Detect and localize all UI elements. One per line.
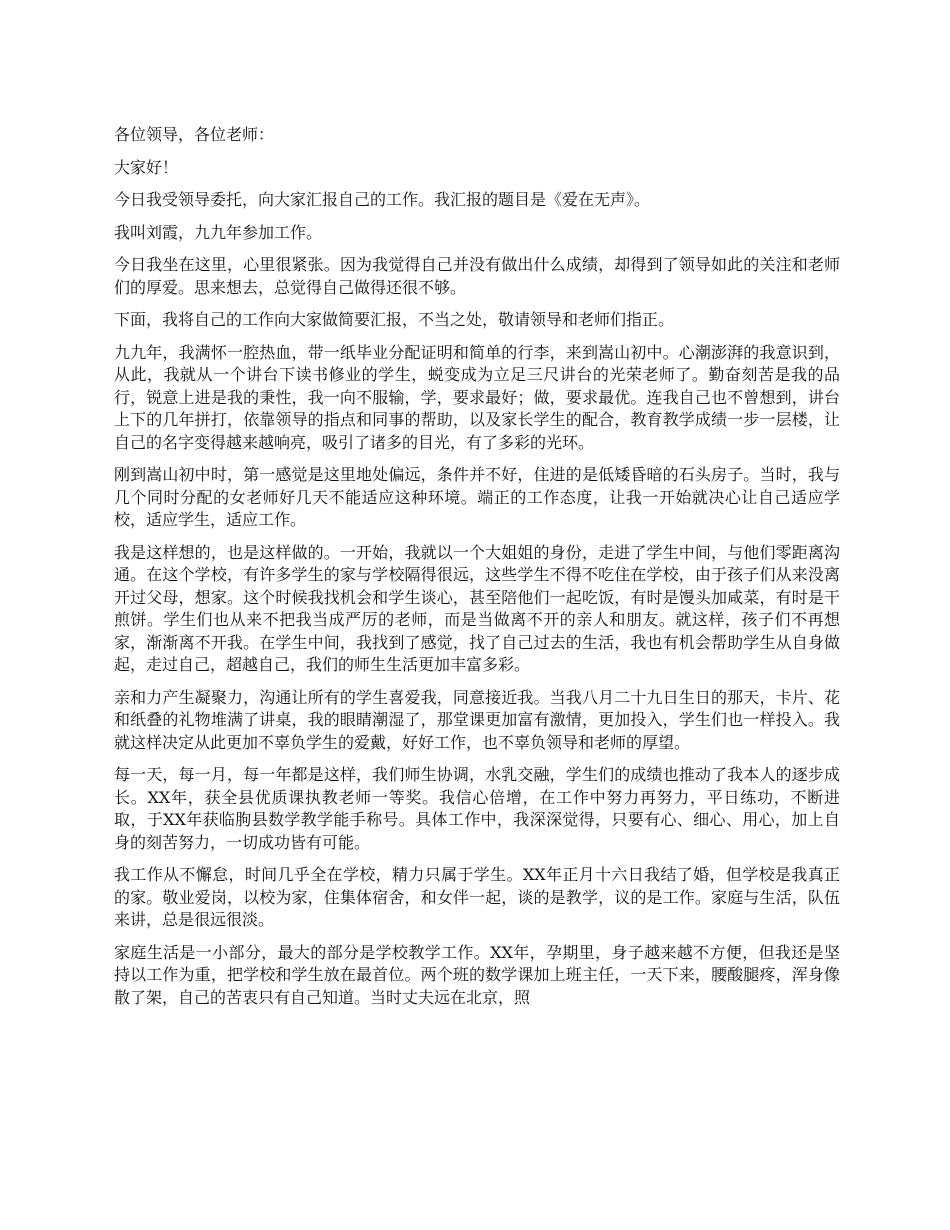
- paragraph: 下面，我将自己的工作向大家做简要汇报，不当之处，敬请领导和老师们指正。: [114, 310, 675, 329]
- paragraph: 刚到嵩山初中时，第一感觉是这里地处偏远，条件并不好，住进的是低矮昏暗的石头房子。当时，我与几个同时分配的女老师好几天不能适应这种环境。端正的工作态度，让我一开始就决心让自己适应学校，适应学生，适应工作。: [114, 465, 840, 529]
- paragraph: 家庭生活是一小部分，最大的部分是学校教学工作。XX年，孕期里，身子越来越不方便，但我还是坚持以工作为重，把学校和学生放在最首位。两个班的数学课加上班主任，一天下来，腰酸腿疼，浑身像散了架，自己的苦衷只有自己知道。当时丈夫远在北京，照: [114, 942, 840, 1007]
- paragraph: 今日我坐在这里，心里很紧张。因为我觉得自己并没有做出什么成绩，却得到了领导如此的关注和老师们的厚爱。思来想去，总觉得自己做得还很不够。: [114, 255, 840, 297]
- paragraph-intro: 我叫刘霞，九九年参加工作。: [114, 222, 323, 242]
- paragraph: 九九年，我满怀一腔热血，带一纸毕业分配证明和简单的行李，来到嵩山初中。心潮澎湃的我意识到，从此，我就从一个讲台下读书修业的学生，蜕变成为立足三尺讲台的光荣老师了。勤奋刻苦是我的品行，锐意上进是我的秉性，我一向不服输，学，要求最好；做，要求最优。连我自己也不曾想到，讲台上下的几年拼打，依靠领导的指点和同事的帮助，以及家长学生的配合，教育教学成绩一步一层楼，让自己的名字变得越来越响亮，吸引了诸多的目光，有了多彩的光环。: [114, 342, 840, 452]
- salutation: 各位领导，各位老师：: [114, 125, 275, 144]
- paragraph: 亲和力产生凝聚力，沟通让所有的学生喜爱我，同意接近我。当我八月二十九日生日的那天，卡片、花和纸叠的礼物堆满了讲桌，我的眼睛潮湿了，那堂课更加富有激情，更加投入，学生们也一样投入。我就这样决定从此更加不辜负学生的爱戴，好好工作，也不辜负领导和老师的厚望。: [114, 687, 840, 752]
- document-body: [114, 124, 840, 1019]
- paragraph-topic: 今日我受领导委托，向大家汇报自己的工作。我汇报的题目是《爱在无声》。: [114, 190, 651, 209]
- greeting: 大家好！: [114, 157, 179, 177]
- paragraph: 每一天，每一月，每一年都是这样，我们师生协调，水乳交融，学生们的成绩也推动了我本人的逐步成长。XX年，获全县优质课执教老师一等奖。我信心倍增，在工作中努力再努力，平日练功，不断进取，于XX年获临朐县数学教学能手称号。具体工作中，我深深觉得，只要有心、细心、用心，加上自身的刻苦努力，一切成功皆有可能。: [114, 765, 840, 852]
- paragraph: 我是这样想的，也是这样做的。一开始，我就以一个大姐姐的身份，走进了学生中间，与他们零距离沟通。在这个学校，有许多学生的家与学校隔得很远，这些学生不得不吃住在学校，由于孩子们从来没离开过父母，想家。这个时候我找机会和学生谈心，甚至陪他们一起吃饭，有时是馒头加咸菜，有时是干煎饼。学生们也从来不把我当成严厉的老师，而是当做离不开的亲人和朋友。就这样，孩子们不再想家，渐渐离不开我。在学生中间，我找到了感觉，找了自己过去的生活，我也有机会帮助学生从自身做起，走过自己，超越自己，我们的师生生活更加丰富多彩。: [114, 542, 840, 674]
- paragraph: 我工作从不懈怠，时间几乎全在学校，精力只属于学生。XX年正月十六日我结了婚，但学校是我真正的家。敬业爱岗，以校为家，住集体宿舍，和女伴一起，谈的是教学，议的是工作。家庭与生活，队伍来讲，总是很远很淡。: [114, 865, 840, 929]
